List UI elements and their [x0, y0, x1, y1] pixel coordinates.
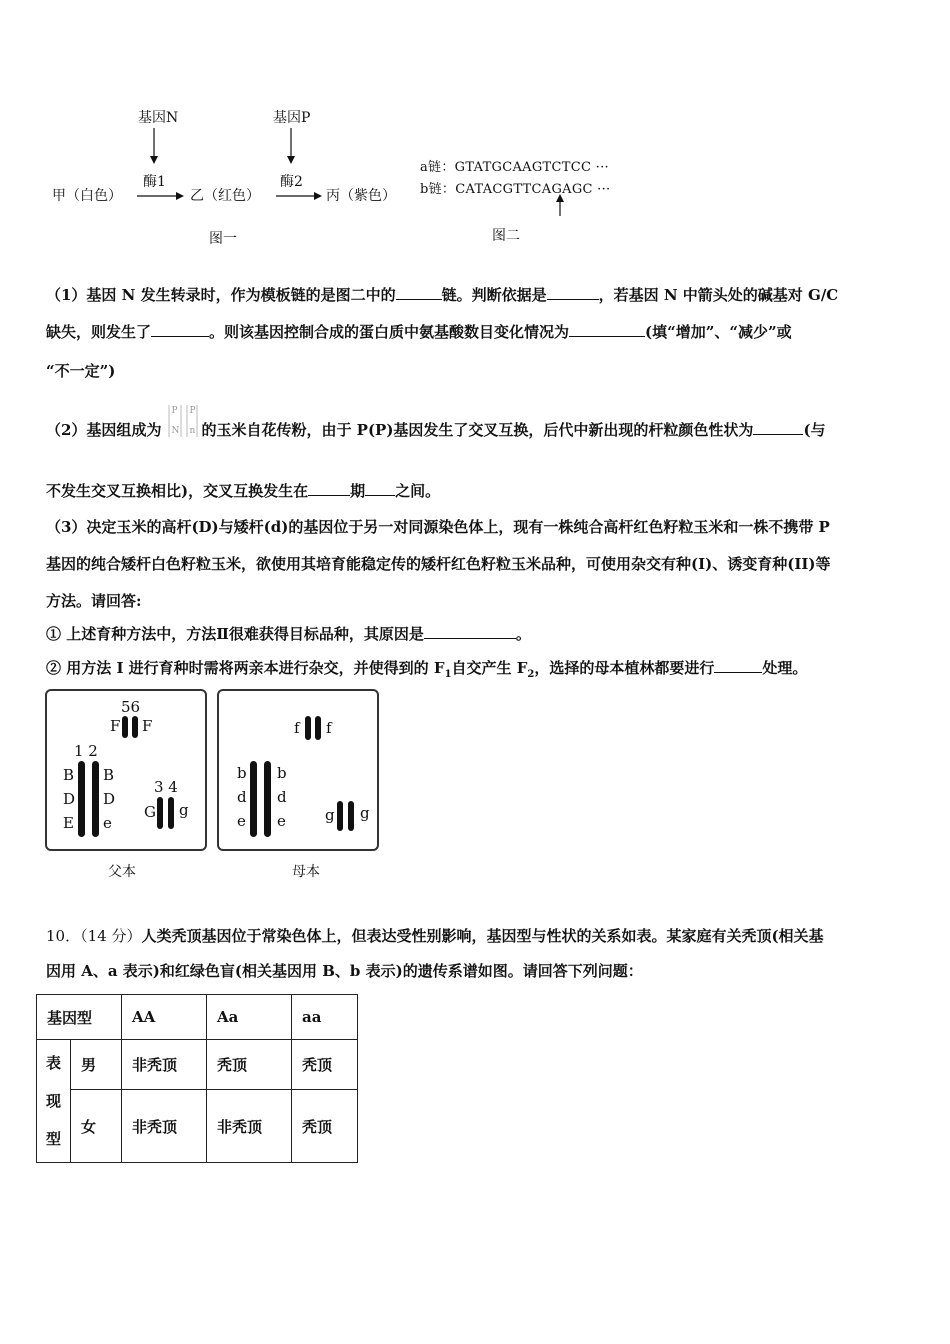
father-chromosome-3 — [157, 797, 163, 829]
question-3-line-2: 基因的纯合矮杆白色籽粒玉米，欲使用其培育能稳定传的矮杆红色籽粒玉米品种，可使用杂交有种(I)、诱变育种(II)等 — [46, 555, 831, 573]
mini-n2: n — [189, 426, 196, 436]
q3-s2-text-d: 处理。 — [762, 659, 808, 677]
table-female-AA: 非秃顶 — [122, 1090, 207, 1163]
father-num-12: 1 2 — [74, 742, 98, 760]
pheno-char-1: 表 — [45, 1054, 61, 1072]
father-chromosome-6 — [132, 716, 138, 738]
father-chromosome-2 — [92, 761, 99, 837]
q3-s2-text-c: ，选择的母本植林都要进行 — [534, 659, 715, 677]
table-header-genotype: 基因型 — [37, 995, 122, 1040]
question-1-line-3 — [46, 361, 908, 381]
father-num-56: 56 — [121, 698, 141, 716]
q3-s1-text-a: ① 上述育种方法中，方法Ⅱ很难获得目标品种，其原因是 — [46, 625, 424, 643]
gene-p-label: 基因P — [273, 110, 311, 126]
table-header-row — [37, 995, 358, 1040]
jia-label: 甲（白色） — [52, 188, 122, 204]
mother-chromosome-6 — [315, 716, 321, 740]
father-F-right: F — [142, 717, 153, 735]
bing-label: 丙（紫色） — [326, 188, 396, 204]
table-header-aa: aa — [292, 995, 358, 1040]
q2-blank-2[interactable] — [308, 481, 350, 496]
father-chromosome-4 — [168, 797, 174, 829]
q2-blank-3[interactable] — [365, 481, 395, 496]
q1-blank-1[interactable] — [396, 285, 442, 300]
yi-label: 乙（红色） — [190, 188, 260, 204]
question-2-line-2 — [46, 481, 908, 501]
mini-p2: P — [189, 406, 196, 416]
q3-s2-text-a: ② 用方法 I 进行育种时需将两亲本进行杂交，并使得到的 F — [46, 659, 445, 677]
mother-chromosome-box — [217, 689, 379, 851]
q1-text-4: 缺失，则发生了 — [46, 323, 152, 341]
table-male-aa: 秃顶 — [292, 1040, 358, 1090]
father-num-34: 3 4 — [154, 778, 178, 796]
mother-chromosome-2 — [264, 761, 271, 837]
q1-text-3: ，若基因 N 中箭头处的碱基对 G/C — [598, 286, 839, 304]
mother-g-left: g — [325, 806, 335, 824]
father-G: G — [144, 803, 156, 821]
mother-right-b: b — [277, 764, 287, 782]
mother-left-b: b — [237, 764, 247, 782]
q3-s1-text-b: 。 — [515, 625, 531, 643]
gene-n-label: 基因N — [138, 110, 179, 126]
question-1-line-2 — [46, 322, 908, 342]
strand-a: a链：GTATGCAAGTCTCC ··· — [420, 160, 609, 175]
mini-p1: P — [171, 406, 178, 416]
mother-chromosome-5 — [305, 716, 311, 740]
father-left-B: B — [63, 766, 75, 784]
enzyme-2-label: 酶2 — [280, 174, 303, 190]
table-female-label: 女 — [71, 1090, 122, 1163]
q2-text-6: 之间。 — [395, 482, 441, 500]
q2-text-1: （2）基因组成为 — [46, 421, 162, 439]
q1-text-2: 链。判断依据是 — [441, 286, 547, 304]
question-3-line-3: 方法。请回答: — [46, 592, 142, 610]
mother-g-right: g — [360, 804, 370, 822]
mother-chromosome-4 — [348, 801, 354, 831]
figure-2-caption: 图二 — [492, 228, 520, 244]
q3-s2-text-b: 自交产生 F — [451, 659, 528, 677]
pheno-char-3: 型 — [45, 1130, 61, 1148]
q3-blank-2[interactable] — [714, 658, 762, 673]
q1-blank-2[interactable] — [547, 285, 599, 300]
question-10-text-1: 人类秃顶基因位于常染色体上，但表达受性别影响，基因型与性状的关系如表。某家庭有关秃顶(相关基 — [141, 927, 824, 945]
q3-s2-sub-1: 1 — [444, 669, 452, 680]
q1-blank-3[interactable] — [151, 322, 209, 337]
mother-left-e: e — [237, 812, 246, 830]
father-caption: 父本 — [108, 864, 136, 880]
father-left-E: E — [63, 814, 74, 832]
father-chromosome-1 — [78, 761, 85, 837]
table-female-aa: 秃顶 — [292, 1090, 358, 1163]
pheno-char-2: 现 — [45, 1092, 61, 1110]
question-10-number: 10．（14 分） — [46, 927, 142, 945]
q1-text-5: 。则该基因控制合成的蛋白质中氨基酸数目变化情况为 — [209, 323, 570, 341]
mini-n1: N — [171, 426, 180, 436]
father-right-e: e — [103, 814, 112, 832]
table-row-male — [37, 1040, 358, 1090]
question-3-line-1: （3）决定玉米的高杆(D)与矮杆(d)的基因位于另一对同源染色体上，现有一株纯合高杆红色籽粒玉米和一株不携带 P — [46, 518, 830, 536]
mother-chromosome-3 — [337, 801, 343, 831]
q2-text-2: 的玉米自花传粉，由于 P(P)基因发生了交叉互换，后代中新出现的杆粒颜色性状为 — [201, 421, 754, 439]
table-header-AA: AA — [122, 995, 207, 1040]
father-F-left: F — [110, 717, 121, 735]
mother-f-left: f — [294, 719, 300, 737]
father-left-D: D — [63, 790, 76, 808]
q2-blank-1[interactable] — [753, 420, 803, 435]
genotype-phenotype-table — [36, 994, 358, 1163]
father-right-D: D — [103, 790, 116, 808]
question-1-line-1 — [46, 285, 908, 305]
q3-s2-sub-2: 2 — [527, 669, 535, 680]
mother-right-e: e — [277, 812, 286, 830]
q2-text-3: (与 — [803, 421, 826, 439]
mother-chromosome-1 — [250, 761, 257, 837]
father-chromosome-5 — [122, 716, 128, 738]
father-g: g — [179, 801, 189, 819]
q3-blank-1[interactable] — [424, 624, 516, 639]
mother-f-right: f — [326, 719, 332, 737]
genotype-mini-figure — [161, 406, 201, 441]
mother-caption: 母本 — [292, 864, 320, 880]
question-2-line-1 — [46, 406, 908, 441]
question-10-line-1 — [46, 926, 908, 946]
table-male-label: 男 — [71, 1040, 122, 1090]
question-3-sub-1 — [46, 624, 908, 644]
mother-left-d: d — [237, 788, 247, 806]
table-female-Aa: 非秃顶 — [207, 1090, 292, 1163]
enzyme-1-label: 酶1 — [143, 174, 166, 190]
table-header-Aa: Aa — [207, 995, 292, 1040]
father-chromosome-box — [45, 689, 207, 851]
question-10-line-2: 因用 A、a 表示)和红绿色盲(相关基因用 B、b 表示)的遗传系谱如图。请回答下列问题： — [46, 962, 643, 980]
table-row-female — [37, 1090, 358, 1163]
table-male-AA: 非秃顶 — [122, 1040, 207, 1090]
q1-text-1: （1）基因 N 发生转录时，作为模板链的是图二中的 — [46, 286, 396, 304]
table-phenotype-label — [37, 1040, 71, 1163]
father-right-B: B — [103, 766, 115, 784]
q1-text-6: (填“增加”、“减少”或 — [645, 323, 792, 341]
q1-text-7: “不一定”) — [46, 362, 116, 380]
q2-text-5: 期 — [350, 482, 366, 500]
figure-1-arrows — [0, 0, 950, 260]
mother-right-d: d — [277, 788, 287, 806]
q1-blank-4[interactable] — [569, 322, 645, 337]
table-male-Aa: 秃顶 — [207, 1040, 292, 1090]
question-3-sub-2 — [46, 658, 908, 685]
strand-b: b链：CATACGTTCAGAGC ··· — [420, 182, 611, 197]
q2-text-4: 不发生交叉互换相比)，交叉互换发生在 — [46, 482, 309, 500]
figure-1-caption: 图一 — [209, 231, 237, 247]
